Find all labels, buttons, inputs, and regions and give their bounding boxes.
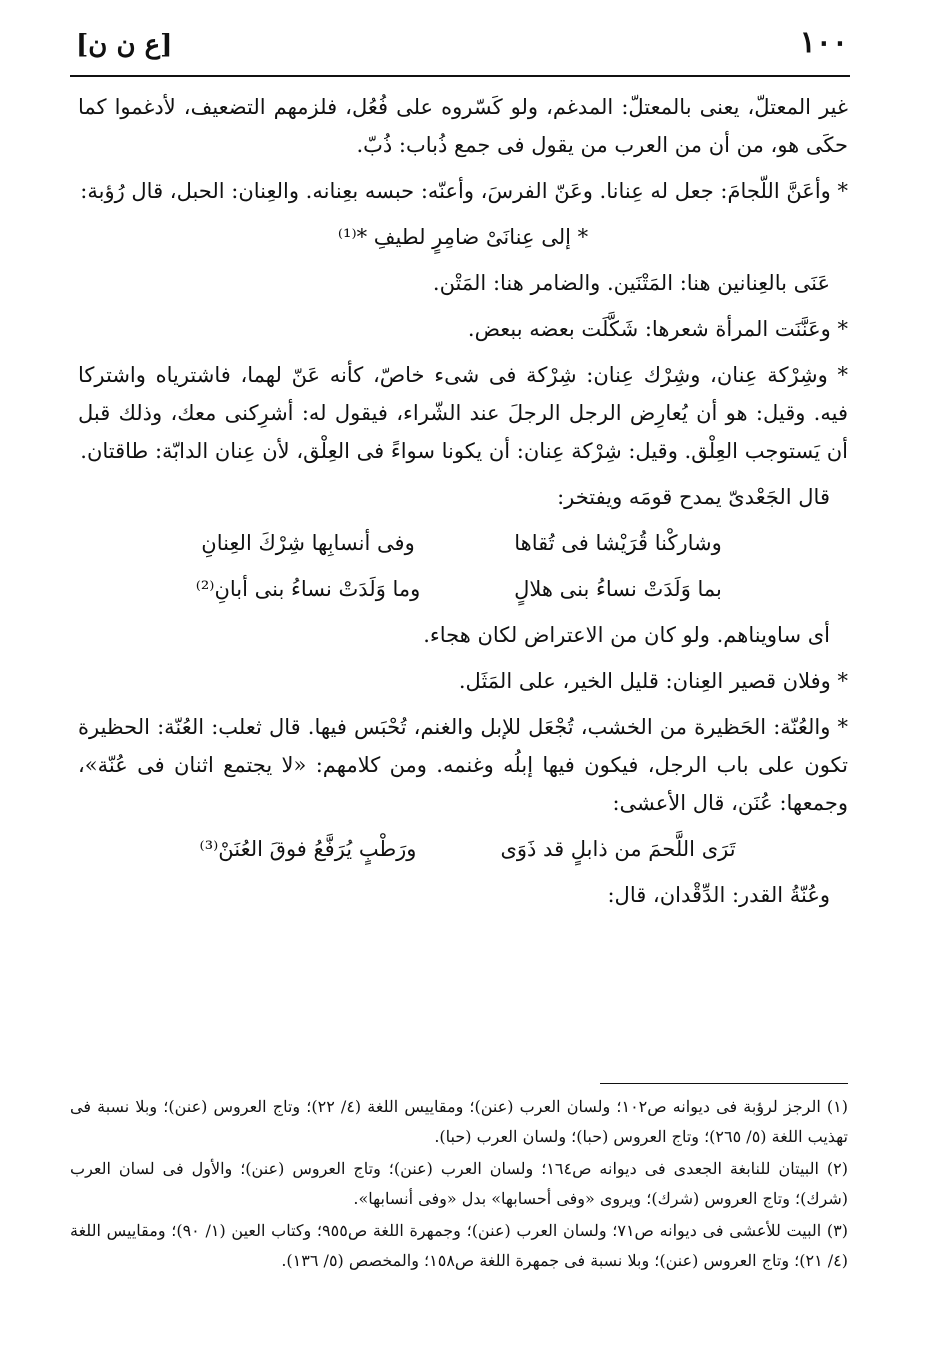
footnotes [70,1092,848,1278]
paragraph: غير المعتلّ، يعنى بالمعتلّ: المدغم، ولو كَسّروه على فُعُل، فلزمهم التضعيف، لأدغموا كما حكَى هو، من أن من العرب من يقول فى جمع ذُباب: ذُبّ. [78,95,848,157]
verse-line [78,570,848,608]
main-text [78,88,848,922]
footnote: (١) الرجز لرؤبة فى ديوانه ص١٠٢؛ ولسان العرب (عنن)؛ ومقاييس اللغة (٤/ ٢٢)؛ وتاج العروس (عنن)؛ وبلا نسبة فى تهذيب اللغة (٥/ ٢٦٥)؛ وتاج العروس (حبا)؛ ولسان العرب (حبا). [70,1097,848,1146]
paragraph: * وفلان قصير العِنان: قليل الخير، على المَثَل. [458,669,848,693]
footnote: (٣) البيت للأعشى فى ديوانه ص٧١؛ ولسان العرب (عنن)؛ وجمهرة اللغة ص٩٥٥؛ وكتاب العين (١/ ٩٠)؛ ومقاييس اللغة (٤/ ٢١)؛ وتاج العروس (عنن)؛ وبلا نسبة فى جمهرة اللغة ص١٥٨؛ والمخصص (٥/ ١٣٦). [70,1221,849,1270]
footnote-divider [600,1083,848,1084]
verse-hemistich: وما وَلَدَتْ نساءُ بنى أبانِ⁽²⁾ [195,577,421,601]
verse-hemistich: تَرَى اللَّحمَ من ذابلٍ قد ذَوَى [500,837,736,861]
paragraph: قال الجَعْدىّ يمدح قومَه ويفتخر: [557,485,830,509]
root-heading: [ع ن ن] [76,30,173,60]
paragraph: * وشِرْكة عِنان، وشِرْك عِنان: شِرْكة فى شىء خاصّ، كأنه عَنّ لهما، فاشترياه واشتركا فيه. وقيل: هو أن يُعارِض الرجل الرجلَ عند الشّراء، فيقول له: أشرِكنى معك، وذلك قبل أن يَستوجب العِلْق. وقيل: شِرْكة عِنان: أن يكونا سواءً فى العِلْق، لأن عِنان الدابّة: طاقتان. [78,363,848,463]
paragraph: أى ساويناهم. ولو كان من الاعتراض لكان هجاء. [423,623,830,647]
verse-hemistich: بما وَلَدَتْ نساءُ بنى هلالٍ [514,577,722,601]
paragraph: عَنَى بالعِنانين هنا: المَتْنَين. والضامر هنا: المَتْن. [432,271,830,295]
verse-hemistich: وفى أنسابِها شِرْكَ العِنانِ [201,531,415,555]
verse-line [78,830,848,868]
footnote: (٢) البيتان للنابغة الجعدى فى ديوانه ص١٦٤؛ ولسان العرب (عنن)؛ وتاج العروس (عنن)؛ والأول فى لسان العرب (شرك)؛ وتاج العروس (شرك)؛ ويروى «وفى أحسابها» بدل «وفى أنسابها». [70,1159,849,1208]
paragraph: وعُنّةُ القدر: الدِّقْدان، قال: [607,883,830,907]
page-number: ١٠٠ [799,25,848,60]
paragraph: * وأعَنَّ اللّجامَ: جعل له عِنانا. وعَنّ الفرسَ، وأعنّه: حبسه بعِنانه. والعِنان: الحبل، قال رُؤبة: [80,179,848,203]
verse-line [78,524,848,562]
header-divider [70,75,850,77]
paragraph: * وعَنَّنَت المرأة شعرها: شَكَّلَت بعضه ببعض. [467,317,848,341]
verse-hemistich: وشاركْنا قُرَيْشا فى تُقاها [514,531,722,555]
verse-hemistich: ورَطْبٍ يُرَفَّعُ فوقَ العُنَنْ⁽³⁾ [199,837,417,861]
quoted-verse: * إلى عِنانَىْ ضامِرٍ لطيفِ *⁽¹⁾ [337,225,589,249]
paragraph: * والعُنّة: الحَظيرة من الخشب، تُجْعَل للإبل والغنم، تُحْبَس فيها. قال ثعلب: العُنّة: الحظيرة تكون على باب الرجل، فيكون فيها إبلُه وغنمه. ومن كلامهم: «لا يجتمع اثنان فى عُنّة»، وجمعها: عُنَن، قال الأعشى: [78,715,848,815]
